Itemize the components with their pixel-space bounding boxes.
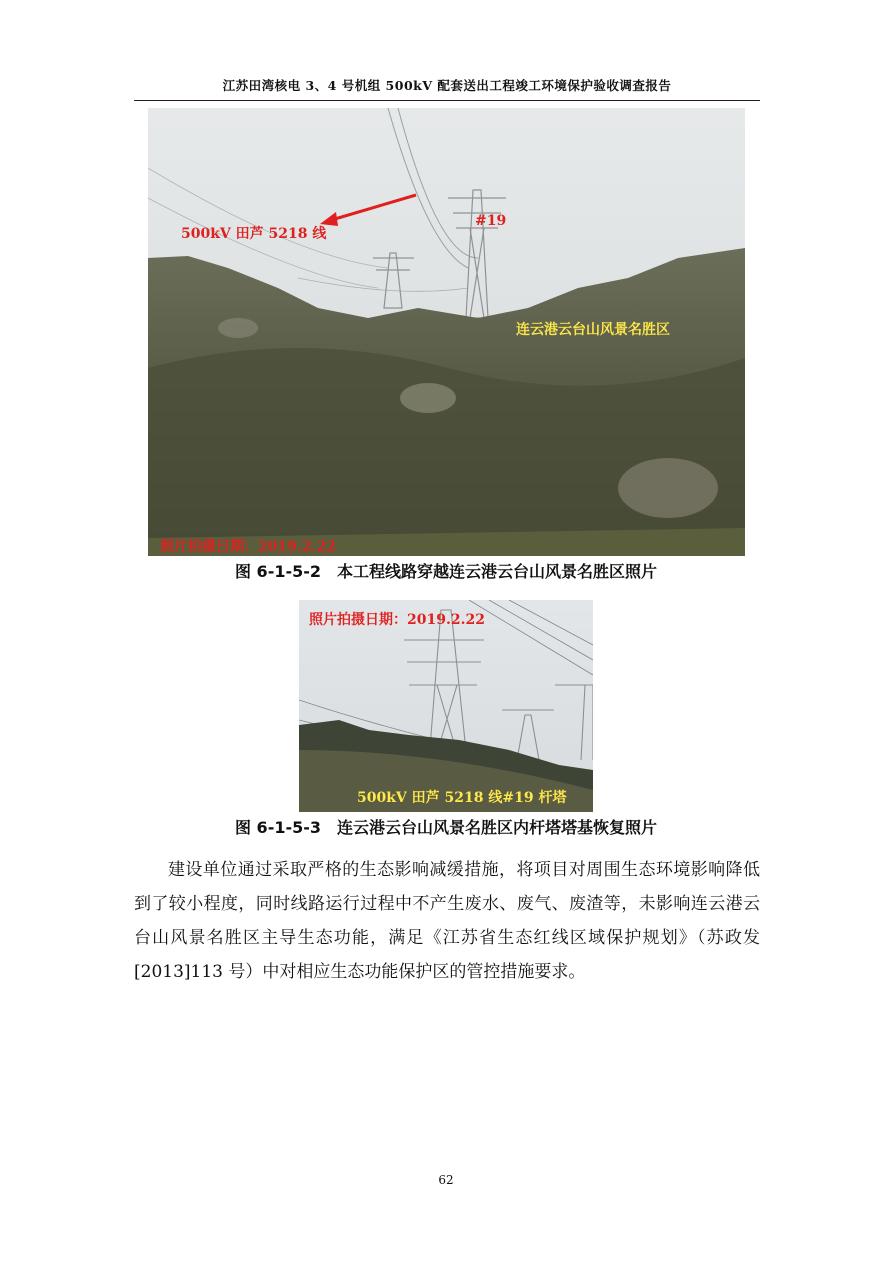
- figure-caption: 图 6-1-5-3 连云港云台山风景名胜区内杆塔塔基恢复照片: [234, 818, 658, 837]
- label-scenic-area: 连云港云台山风景名胜区: [516, 322, 670, 338]
- photo-date-stamp: 照片拍摄日期：2019.2.22: [160, 539, 336, 555]
- figure-caption: 图 6-1-5-2 本工程线路穿越连云港云台山风景名胜区照片: [234, 562, 658, 581]
- label-tower-name: 500kV 田芦 5218 线#19 杆塔: [357, 790, 567, 806]
- header-divider: [134, 100, 760, 101]
- report-header: 江苏田湾核电 3、4 号机组 500kV 配套送出工程竣工环境保护验收调查报告: [222, 78, 672, 93]
- body-paragraph: 建设单位通过采取严格的生态影响减缓措施，将项目对周围生态环境影响降低到了较小程度，同时线路运行过程中不产生废水、废气、废渣等，未影响连云港云台山风景名胜区主导生态功能，满足《江苏省生态红线区域保护规划》（苏政发[2013]113 号）中对相应生态功能保护区的管控措施要求。: [134, 860, 760, 982]
- photo-tower-foundation-restoration: [299, 600, 593, 812]
- page-number: 62: [438, 1173, 454, 1187]
- label-tower-number: #19: [475, 213, 507, 229]
- label-line-name: 500kV 田芦 5218 线: [181, 226, 327, 242]
- photo-date-stamp: 照片拍摄日期：2019.2.22: [309, 612, 485, 628]
